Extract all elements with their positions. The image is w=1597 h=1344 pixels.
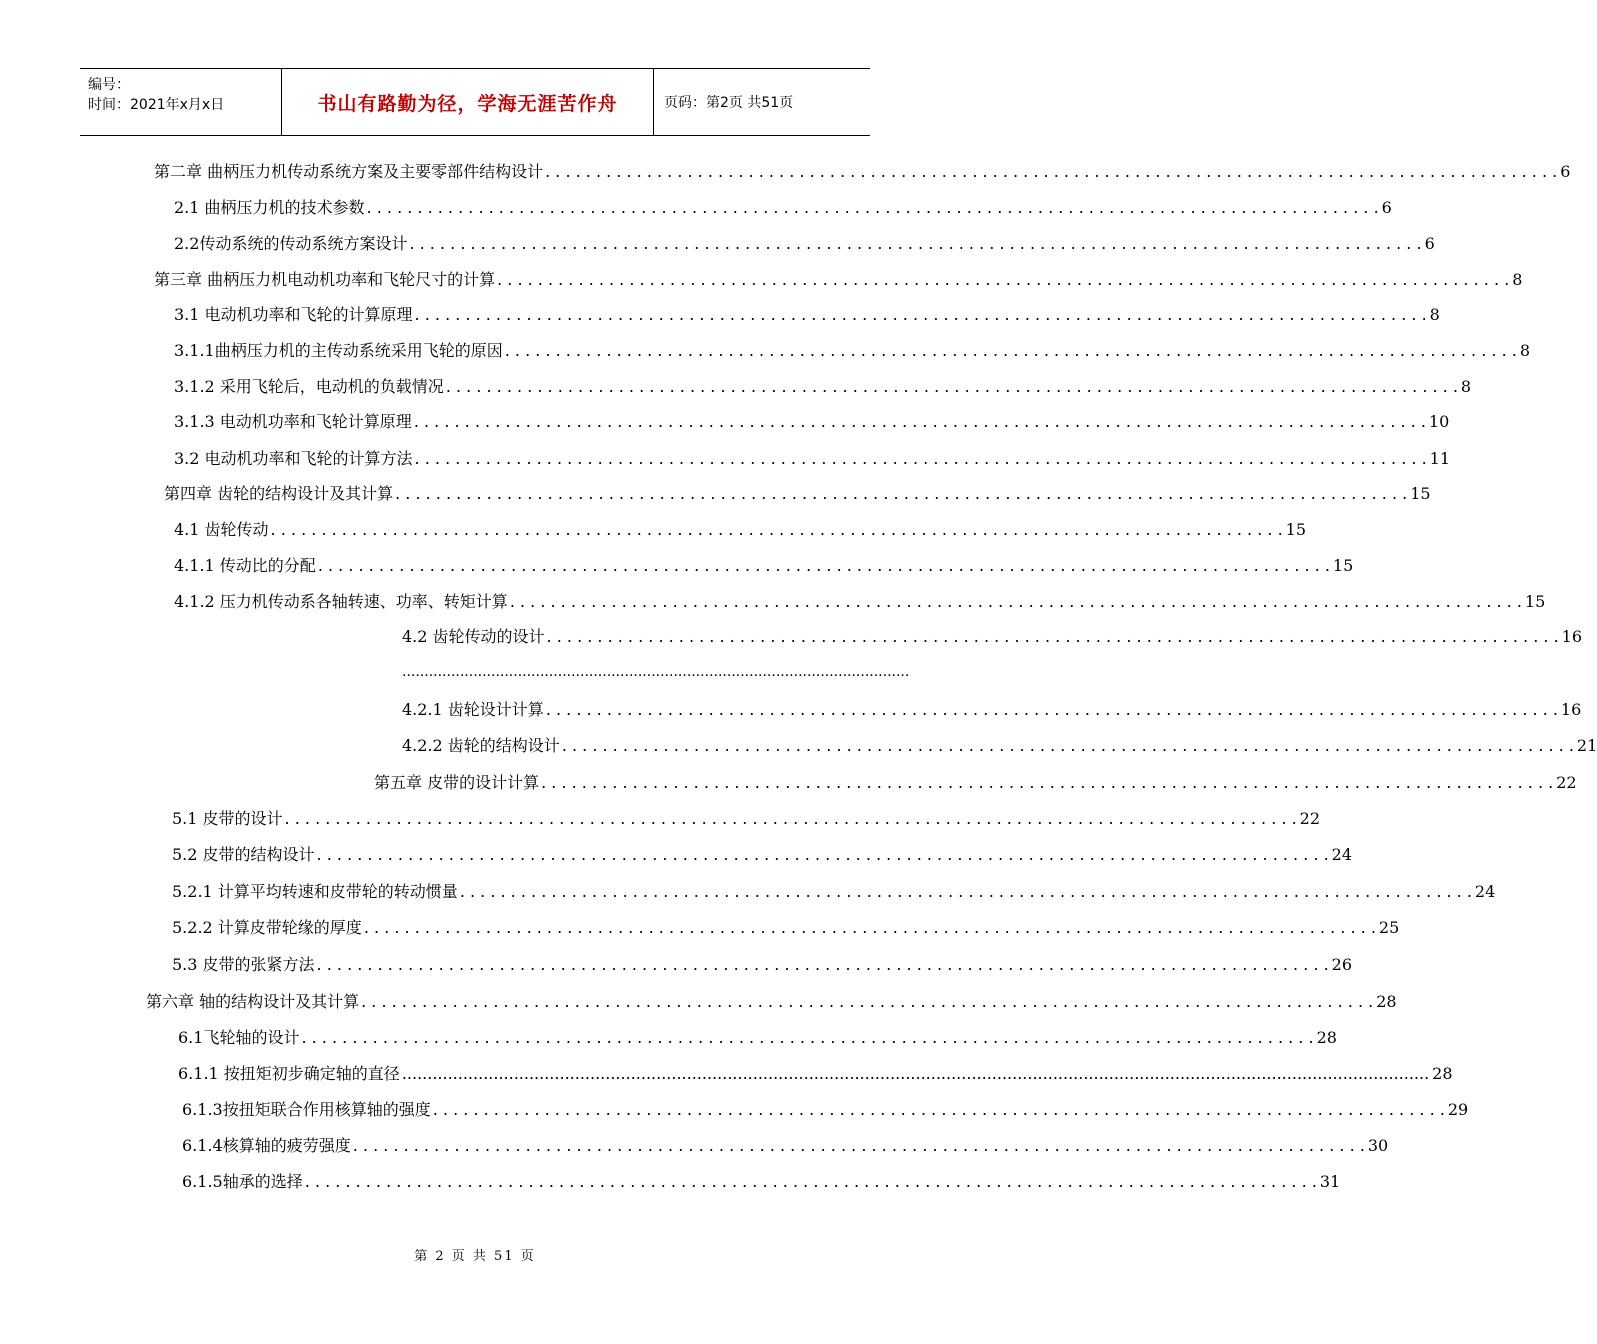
- serial-label: 编号：: [88, 77, 130, 93]
- toc-entry-page: 15: [1524, 592, 1546, 611]
- toc-entry-page: 6: [1560, 162, 1571, 181]
- toc-entry-title: 4.2 齿轮传动的设计: [402, 627, 545, 646]
- toc-entry-page: 16: [1560, 700, 1582, 719]
- toc-entry-title: 4.1 齿轮传动: [174, 520, 269, 539]
- toc-entry[interactable]: [174, 339, 1531, 363]
- toc-entry-page: 10: [1428, 412, 1450, 431]
- toc-leader: [395, 482, 1407, 506]
- toc-entry-page: 8: [1460, 377, 1472, 396]
- toc-entry-title: 第二章 曲柄压力机传动系统方案及主要零部件结构设计: [154, 162, 544, 181]
- toc-entry-page: 30: [1367, 1136, 1389, 1155]
- toc-leader: [364, 916, 1376, 940]
- toc-entry-title: 6.1.4核算轴的疲劳强度: [182, 1136, 351, 1155]
- toc-leader: [285, 807, 1297, 831]
- toc-leader: [460, 880, 1472, 904]
- toc-entry-page: 8: [1519, 341, 1531, 360]
- toc-entry-page: 28: [1376, 992, 1397, 1011]
- toc-entry[interactable]: [178, 1062, 1453, 1086]
- toc-entry-title: 2.2传动系统的传动系统方案设计: [174, 234, 408, 253]
- toc-leader: [409, 232, 1421, 256]
- toc-leader: [301, 1026, 1313, 1050]
- page-header: [80, 68, 870, 136]
- toc-entry[interactable]: [402, 625, 1583, 649]
- toc-entry-title: 第三章 曲柄压力机电动机功率和飞轮尺寸的计算: [154, 270, 496, 289]
- time-label: 时间：2021年x月x日: [88, 97, 225, 113]
- toc-leader: [414, 410, 1426, 434]
- toc-entry-title: 5.2.2 计算皮带轮缘的厚度: [172, 918, 362, 937]
- toc-entry-page: 15: [1285, 520, 1307, 539]
- toc-entry[interactable]: [172, 807, 1321, 831]
- toc-entry-title: 6.1.5轴承的选择: [182, 1172, 303, 1191]
- toc-entry-page: 11: [1429, 449, 1451, 468]
- toc-entry[interactable]: [164, 482, 1431, 506]
- toc-entry-title: 3.1 电动机功率和飞轮的计算原理: [174, 305, 413, 324]
- toc-entry-page: 22: [1556, 773, 1577, 792]
- toc-entry[interactable]: [174, 554, 1354, 578]
- header-meta: [80, 69, 282, 135]
- toc-entry-title: 2.1 曲柄压力机的技术参数: [174, 198, 365, 217]
- toc-entry[interactable]: [174, 447, 1451, 471]
- toc-entry-page: 26: [1331, 955, 1353, 974]
- toc-entry-page: 29: [1447, 1100, 1469, 1119]
- toc-leader: [541, 771, 1553, 795]
- toc-entry-title: 3.1.3 电动机功率和飞轮计算原理: [174, 412, 412, 431]
- toc-leader: [497, 268, 1509, 292]
- toc-leader: [361, 990, 1373, 1014]
- toc-entry[interactable]: [154, 160, 1571, 184]
- toc-entry[interactable]: [172, 916, 1400, 940]
- toc-leader: [317, 843, 1329, 867]
- toc-entry-page: 21: [1576, 736, 1597, 755]
- toc-entry[interactable]: [174, 303, 1440, 327]
- toc-entry-title: 6.1飞轮轴的设计: [178, 1028, 300, 1047]
- toc-leader: [546, 698, 1558, 722]
- toc-entry-title: 5.3 皮带的张紧方法: [172, 955, 315, 974]
- toc-entry[interactable]: [174, 232, 1435, 256]
- toc-leader: [353, 1134, 1365, 1158]
- toc-entry-page: 8: [1429, 305, 1440, 324]
- toc-leader: [415, 447, 1427, 471]
- toc-entry[interactable]: [174, 375, 1472, 399]
- toc-entry-title: 3.1.1曲柄压力机的主传动系统采用飞轮的原因: [174, 341, 503, 360]
- toc-entry-page: 6: [1381, 198, 1392, 217]
- toc-entry-page: 24: [1331, 845, 1353, 864]
- toc-entry-title: 第五章 皮带的设计计算: [374, 773, 540, 792]
- toc-entry-page: 28: [1316, 1028, 1337, 1047]
- toc-entry-page: 28: [1432, 1064, 1453, 1083]
- toc-entry-title: 4.2.2 齿轮的结构设计: [402, 736, 560, 755]
- toc-leader: [415, 303, 1427, 327]
- toc-entry-page: 24: [1474, 882, 1496, 901]
- toc-entry-title: 5.2.1 计算平均转速和皮带轮的转动惯量: [172, 882, 458, 901]
- toc-entry-page: 16: [1561, 627, 1583, 646]
- toc-leader: [305, 1170, 1317, 1194]
- toc-entry[interactable]: [182, 1134, 1389, 1158]
- toc-entry-page: 31: [1319, 1172, 1341, 1191]
- toc-leader: [545, 160, 1557, 184]
- toc-entry-page: 22: [1299, 809, 1321, 828]
- toc-leader: [317, 953, 1329, 977]
- toc-leader: [318, 554, 1330, 578]
- toc-entry[interactable]: [374, 771, 1577, 795]
- toc-leader: [547, 625, 1559, 649]
- toc-entry-page: 6: [1424, 234, 1435, 253]
- toc-entry[interactable]: [174, 410, 1450, 434]
- toc-entry-title: 4.1.2 压力机传动系各轴转速、功率、转矩计算: [174, 592, 508, 611]
- toc-entry-title: 第四章 齿轮的结构设计及其计算: [164, 484, 394, 503]
- toc-leader: [367, 196, 1379, 220]
- toc-leader: [505, 339, 1517, 363]
- toc-leader: [433, 1098, 1445, 1122]
- toc-leader: [402, 1062, 1429, 1086]
- toc-entry-title: 3.1.2 采用飞轮后，电动机的负载情况: [174, 377, 444, 396]
- toc-entry-title: 6.1.1 按扭矩初步确定轴的直径: [178, 1064, 400, 1083]
- toc-leader: [510, 590, 1522, 614]
- toc-entry[interactable]: [174, 518, 1307, 542]
- stray-leader-line: ..................................................................................................................: [402, 664, 910, 680]
- toc-leader: [562, 734, 1574, 758]
- toc-entry[interactable]: [154, 268, 1523, 292]
- toc-entry[interactable]: [182, 1170, 1341, 1194]
- toc-entry-title: 第六章 轴的结构设计及其计算: [146, 992, 360, 1011]
- toc-entry[interactable]: [402, 698, 1582, 722]
- toc-entry-page: 15: [1332, 556, 1354, 575]
- toc-entry-page: 15: [1410, 484, 1431, 503]
- toc-entry-title: 4.1.1 传动比的分配: [174, 556, 316, 575]
- toc-leader: [446, 375, 1458, 399]
- toc-entry[interactable]: [402, 734, 1597, 758]
- toc-entry-title: 3.2 电动机功率和飞轮的计算方法: [174, 449, 413, 468]
- toc-entry[interactable]: [178, 1026, 1337, 1050]
- toc-entry-title: 5.2 皮带的结构设计: [172, 845, 315, 864]
- toc-entry[interactable]: [182, 1098, 1469, 1122]
- toc-entry[interactable]: [172, 880, 1496, 904]
- toc-entry[interactable]: [174, 590, 1546, 614]
- header-page-info: 页码：第2页 共51页: [664, 95, 794, 111]
- toc-entry-title: 5.1 皮带的设计: [172, 809, 283, 828]
- header-motto: 书山有路勤为径，学海无涯苦作舟: [282, 69, 654, 135]
- toc-entry[interactable]: [172, 953, 1353, 977]
- toc-entry-page: 8: [1512, 270, 1523, 289]
- toc-leader: [271, 518, 1283, 542]
- page-footer: 第 2 页 共 51 页: [414, 1249, 536, 1264]
- toc-entry-title: 4.2.1 齿轮设计计算: [402, 700, 544, 719]
- toc-entry-title: 6.1.3按扭矩联合作用核算轴的强度: [182, 1100, 431, 1119]
- toc-entry-page: 25: [1378, 918, 1400, 937]
- toc-entry[interactable]: [172, 843, 1353, 867]
- toc-entry[interactable]: [174, 196, 1392, 220]
- toc-entry[interactable]: [146, 990, 1397, 1014]
